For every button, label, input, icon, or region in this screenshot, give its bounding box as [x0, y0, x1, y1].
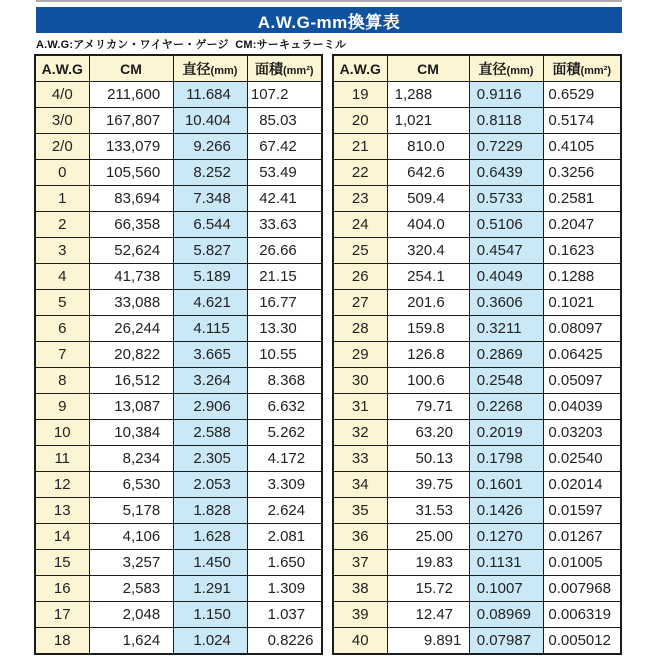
table-row: [35, 316, 322, 342]
table-row: [35, 290, 322, 316]
area-cell: 21 .15: [247, 264, 322, 290]
column-header-cm: CM: [89, 55, 173, 82]
cm-cell: 31 .53: [387, 498, 469, 524]
area-cell: 0 .03203: [543, 420, 621, 446]
table-row: [333, 342, 621, 368]
cm-cell: 1,288: [387, 82, 469, 108]
cm-cell: 83,694: [89, 186, 173, 212]
awg-cell: 22: [333, 160, 387, 186]
table-row: [333, 394, 621, 420]
column-header-cm: CM: [387, 55, 469, 82]
cm-cell: 159 .8: [387, 316, 469, 342]
area-cell: 0 .005012: [543, 628, 621, 655]
awg-cell: 11: [35, 446, 89, 472]
awg-cell: 33: [333, 446, 387, 472]
table-body-right: [333, 82, 621, 655]
awg-cell: 7: [35, 342, 89, 368]
area-cell: 0 .007968: [543, 576, 621, 602]
cm-cell: 52,624: [89, 238, 173, 264]
area-cell: 0 .006319: [543, 602, 621, 628]
awg-cell: 0: [35, 160, 89, 186]
cm-cell: 6,530: [89, 472, 173, 498]
cm-cell: 254 .1: [387, 264, 469, 290]
area-cell: 13 .30: [247, 316, 322, 342]
area-cell: 10 .55: [247, 342, 322, 368]
awg-cell: 3: [35, 238, 89, 264]
cm-cell: 211,600: [89, 82, 173, 108]
awg-cell: 4: [35, 264, 89, 290]
awg-cell: 10: [35, 420, 89, 446]
diameter-cell: 0 .1007: [469, 576, 543, 602]
diameter-cell: 0 .07987: [469, 628, 543, 655]
diameter-cell: 9 .266: [173, 134, 247, 160]
area-cell: 0 .02540: [543, 446, 621, 472]
cm-cell: 810 .0: [387, 134, 469, 160]
diameter-cell: 1 .828: [173, 498, 247, 524]
diameter-cell: 0 .5733: [469, 186, 543, 212]
diameter-cell: 0 .8118: [469, 108, 543, 134]
diameter-cell: 2 .906: [173, 394, 247, 420]
area-cell: 0 .1021: [543, 290, 621, 316]
diameter-cell: 0 .5106: [469, 212, 543, 238]
table-row: [35, 82, 322, 108]
table-row: [333, 238, 621, 264]
area-cell: 0 .08097: [543, 316, 621, 342]
diameter-cell: 3 .264: [173, 368, 247, 394]
awg-cell: 16: [35, 576, 89, 602]
cm-cell: 642 .6: [387, 160, 469, 186]
area-cell: 0 .02014: [543, 472, 621, 498]
diameter-cell: 0 .3606: [469, 290, 543, 316]
area-cell: 0 .2581: [543, 186, 621, 212]
area-cell: 0 .06425: [543, 342, 621, 368]
area-cell: 0 .6529: [543, 82, 621, 108]
area-cell: 0 .01005: [543, 550, 621, 576]
area-cell: 0 .05097: [543, 368, 621, 394]
diameter-cell: 0 .9116: [469, 82, 543, 108]
area-cell: 4 .172: [247, 446, 322, 472]
table-row: [333, 316, 621, 342]
diameter-cell: 0 .1426: [469, 498, 543, 524]
cm-cell: 41,738: [89, 264, 173, 290]
table-row: [35, 342, 322, 368]
column-header-awg: A.W.G: [333, 55, 387, 82]
diameter-cell: 0 .08969: [469, 602, 543, 628]
area-cell: 67 .42: [247, 134, 322, 160]
diameter-cell: 10 .404: [173, 108, 247, 134]
cm-cell: 4,106: [89, 524, 173, 550]
cm-cell: 133,079: [89, 134, 173, 160]
diameter-cell: 2 .053: [173, 472, 247, 498]
diameter-cell: 11 .684: [173, 82, 247, 108]
header-unit: (mm²): [580, 64, 612, 77]
table-row: [333, 550, 621, 576]
table-row: [35, 550, 322, 576]
cm-cell: 167,807: [89, 108, 173, 134]
awg-cell: 23: [333, 186, 387, 212]
awg-cell: 40: [333, 628, 387, 655]
diameter-cell: 2 .305: [173, 446, 247, 472]
area-cell: 107 .2: [247, 82, 322, 108]
table-row: [35, 472, 322, 498]
table-row: [333, 602, 621, 628]
awg-cell: 21: [333, 134, 387, 160]
diameter-cell: 1 .150: [173, 602, 247, 628]
table-row: [35, 212, 322, 238]
table-row: [35, 160, 322, 186]
table-row: [333, 186, 621, 212]
table-row: [35, 628, 322, 655]
page-title: A.W.G-mm換算表: [257, 12, 401, 32]
column-header-area: 面積(mm²): [543, 55, 621, 82]
diameter-cell: 8 .252: [173, 160, 247, 186]
area-cell: 3 .309: [247, 472, 322, 498]
diameter-cell: 6 .544: [173, 212, 247, 238]
awg-cell: 8: [35, 368, 89, 394]
header-row: [333, 55, 621, 82]
cm-cell: 66,358: [89, 212, 173, 238]
table-row: [333, 472, 621, 498]
top-divider-line: [36, 0, 622, 2]
cm-cell: 79 .71: [387, 394, 469, 420]
cm-cell: 105,560: [89, 160, 173, 186]
table-body-left: [35, 82, 322, 655]
header-unit: (mm): [506, 64, 534, 77]
awg-cell: 17: [35, 602, 89, 628]
cm-cell: 8,234: [89, 446, 173, 472]
awg-cell: 26: [333, 264, 387, 290]
cm-cell: 3,257: [89, 550, 173, 576]
diameter-cell: 0 .2548: [469, 368, 543, 394]
area-cell: 1 .037: [247, 602, 322, 628]
area-cell: 1 .309: [247, 576, 322, 602]
diameter-cell: 1 .024: [173, 628, 247, 655]
table-row: [333, 420, 621, 446]
area-cell: 53 .49: [247, 160, 322, 186]
area-cell: 5 .262: [247, 420, 322, 446]
table-row: [35, 524, 322, 550]
cm-cell: 100 .6: [387, 368, 469, 394]
conversion-tables: [34, 54, 622, 655]
diameter-cell: 0 .7229: [469, 134, 543, 160]
area-cell: 0 .3256: [543, 160, 621, 186]
area-cell: 2 .624: [247, 498, 322, 524]
cm-cell: 5,178: [89, 498, 173, 524]
awg-cell: 27: [333, 290, 387, 316]
area-cell: 0 .2047: [543, 212, 621, 238]
header-unit: (mm²): [282, 64, 314, 77]
cm-cell: 13,087: [89, 394, 173, 420]
table-row: [333, 628, 621, 655]
table-row: [35, 394, 322, 420]
cm-cell: 126 .8: [387, 342, 469, 368]
cm-cell: 12 .47: [387, 602, 469, 628]
cm-cell: 26,244: [89, 316, 173, 342]
awg-cell: 15: [35, 550, 89, 576]
cm-cell: 1,021: [387, 108, 469, 134]
area-cell: 26 .66: [247, 238, 322, 264]
awg-cell: 25: [333, 238, 387, 264]
diameter-cell: 5 .827: [173, 238, 247, 264]
cm-cell: 404 .0: [387, 212, 469, 238]
area-cell: 33 .63: [247, 212, 322, 238]
table-row: [35, 186, 322, 212]
diameter-cell: 7 .348: [173, 186, 247, 212]
conversion-table-left: [34, 54, 323, 655]
awg-cell: 2/0: [35, 134, 89, 160]
diameter-cell: 4 .621: [173, 290, 247, 316]
awg-cell: 38: [333, 576, 387, 602]
table-row: [333, 446, 621, 472]
column-header-dia: 直径(mm): [173, 55, 247, 82]
diameter-cell: 0 .2869: [469, 342, 543, 368]
awg-cell: 4/0: [35, 82, 89, 108]
diameter-cell: 0 .6439: [469, 160, 543, 186]
cm-cell: 63 .20: [387, 420, 469, 446]
table-row: [333, 160, 621, 186]
awg-cell: 14: [35, 524, 89, 550]
awg-cell: 9: [35, 394, 89, 420]
awg-cell: 31: [333, 394, 387, 420]
diameter-cell: 0 .2019: [469, 420, 543, 446]
area-cell: 6 .632: [247, 394, 322, 420]
table-row: [35, 238, 322, 264]
column-header-awg: A.W.G: [35, 55, 89, 82]
cm-cell: 16,512: [89, 368, 173, 394]
area-cell: 0 .1288: [543, 264, 621, 290]
diameter-cell: 1 .628: [173, 524, 247, 550]
table-row: [35, 134, 322, 160]
awg-cell: 34: [333, 472, 387, 498]
table-row: [35, 602, 322, 628]
area-cell: 0 .04039: [543, 394, 621, 420]
cm-cell: 19 .83: [387, 550, 469, 576]
diameter-cell: 0 .3211: [469, 316, 543, 342]
table-row: [333, 576, 621, 602]
cm-cell: 20,822: [89, 342, 173, 368]
cm-cell: 10,384: [89, 420, 173, 446]
cm-cell: 509 .4: [387, 186, 469, 212]
awg-cell: 20: [333, 108, 387, 134]
awg-cell: 12: [35, 472, 89, 498]
table-header-left: [35, 55, 322, 82]
awg-cell: 39: [333, 602, 387, 628]
area-cell: 0 .4105: [543, 134, 621, 160]
diameter-cell: 4 .115: [173, 316, 247, 342]
table-row: [35, 108, 322, 134]
diameter-cell: 0 .1270: [469, 524, 543, 550]
table-row: [35, 420, 322, 446]
area-cell: 0 .5174: [543, 108, 621, 134]
diameter-cell: 0 .1131: [469, 550, 543, 576]
table-row: [333, 290, 621, 316]
area-cell: 2 .081: [247, 524, 322, 550]
diameter-cell: 3 .665: [173, 342, 247, 368]
area-cell: 85 .03: [247, 108, 322, 134]
area-cell: 42 .41: [247, 186, 322, 212]
cm-cell: 2,583: [89, 576, 173, 602]
awg-cell: 30: [333, 368, 387, 394]
diameter-cell: 2 .588: [173, 420, 247, 446]
table-row: [333, 368, 621, 394]
table-header-right: [333, 55, 621, 82]
awg-cell: 1: [35, 186, 89, 212]
table-row: [333, 134, 621, 160]
table-row: [333, 108, 621, 134]
area-cell: 1 .650: [247, 550, 322, 576]
cm-cell: 320 .4: [387, 238, 469, 264]
table-row: [333, 498, 621, 524]
table-row: [333, 82, 621, 108]
diameter-cell: 0 .1798: [469, 446, 543, 472]
awg-cell: 24: [333, 212, 387, 238]
awg-cell: 3/0: [35, 108, 89, 134]
table-row: [35, 264, 322, 290]
awg-cell: 13: [35, 498, 89, 524]
diameter-cell: 1 .450: [173, 550, 247, 576]
area-cell: 0 .01267: [543, 524, 621, 550]
area-cell: 16 .77: [247, 290, 322, 316]
cm-cell: 50 .13: [387, 446, 469, 472]
awg-cell: 37: [333, 550, 387, 576]
column-header-dia: 直径(mm): [469, 55, 543, 82]
table-row: [35, 368, 322, 394]
table-row: [333, 264, 621, 290]
header-unit: (mm): [210, 64, 238, 77]
awg-cell: 18: [35, 628, 89, 655]
diameter-cell: 5 .189: [173, 264, 247, 290]
cm-cell: 2,048: [89, 602, 173, 628]
column-header-area: 面積(mm²): [247, 55, 322, 82]
cm-cell: 1,624: [89, 628, 173, 655]
diameter-cell: 0 .1601: [469, 472, 543, 498]
awg-cell: 35: [333, 498, 387, 524]
area-cell: 0 .1623: [543, 238, 621, 264]
area-cell: 0 .8226: [247, 628, 322, 655]
area-cell: 0 .01597: [543, 498, 621, 524]
table-row: [35, 576, 322, 602]
table-row: [35, 498, 322, 524]
header-row: [35, 55, 322, 82]
awg-cell: 36: [333, 524, 387, 550]
cm-cell: 39 .75: [387, 472, 469, 498]
awg-cell: 19: [333, 82, 387, 108]
cm-cell: 33,088: [89, 290, 173, 316]
cm-cell: 25 .00: [387, 524, 469, 550]
awg-cell: 29: [333, 342, 387, 368]
table-row: [333, 524, 621, 550]
awg-cell: 32: [333, 420, 387, 446]
diameter-cell: 0 .4049: [469, 264, 543, 290]
abbreviation-note: A.W.G:アメリカン・ワイヤー・ゲージ CM:サーキュラーミル: [36, 39, 347, 51]
conversion-table-right: [332, 54, 622, 655]
diameter-cell: 0 .4547: [469, 238, 543, 264]
table-row: [333, 212, 621, 238]
awg-cell: 6: [35, 316, 89, 342]
cm-cell: 9 .891: [387, 628, 469, 655]
awg-cell: 2: [35, 212, 89, 238]
title-banner: [36, 7, 622, 33]
diameter-cell: 0 .2268: [469, 394, 543, 420]
awg-cell: 28: [333, 316, 387, 342]
diameter-cell: 1 .291: [173, 576, 247, 602]
area-cell: 8 .368: [247, 368, 322, 394]
cm-cell: 15 .72: [387, 576, 469, 602]
cm-cell: 201 .6: [387, 290, 469, 316]
table-row: [35, 446, 322, 472]
awg-cell: 5: [35, 290, 89, 316]
